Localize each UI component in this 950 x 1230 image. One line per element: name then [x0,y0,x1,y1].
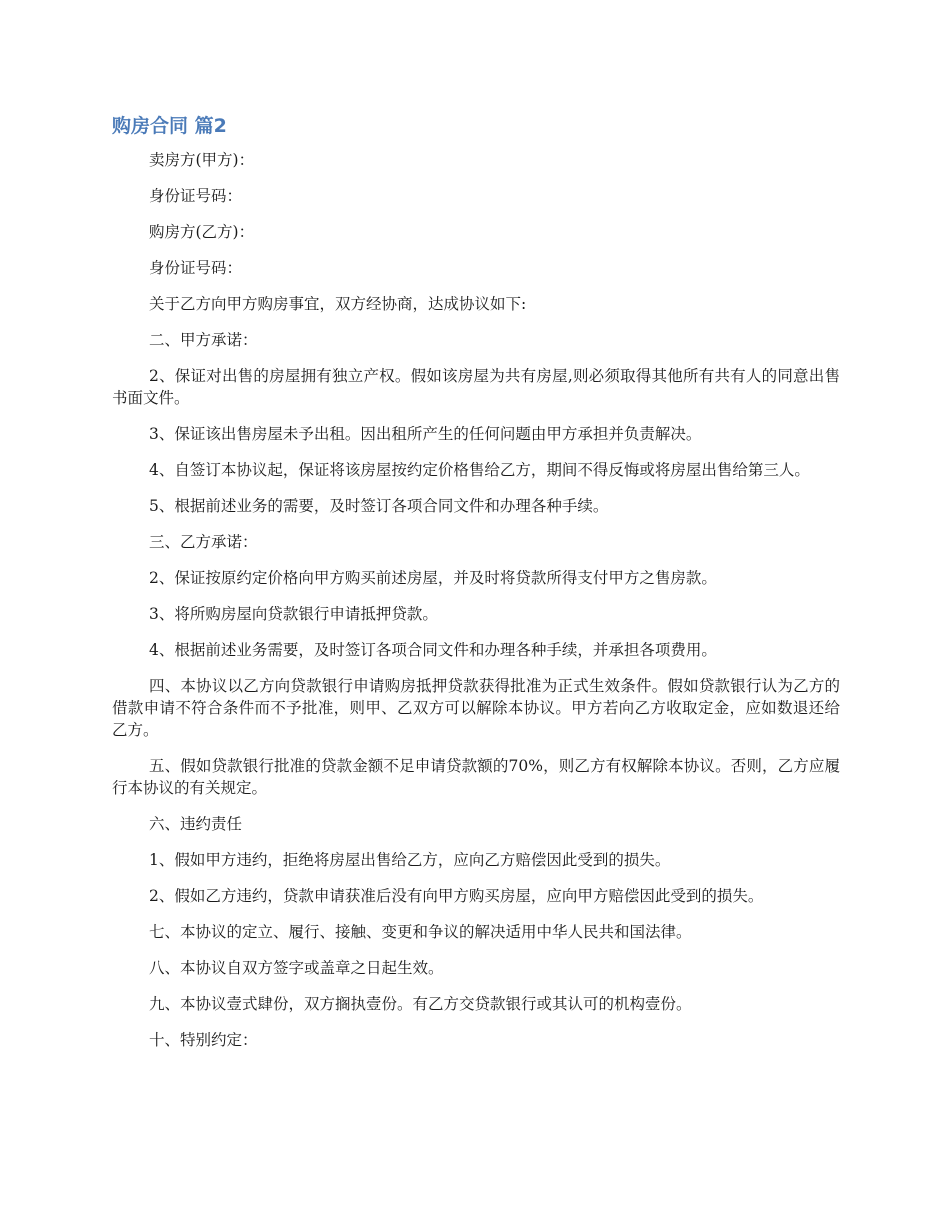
document-body [112,149,840,1065]
section-heading-party-b: 三、乙方承诺： [149,533,258,551]
section-heading-liability: 六、违约责任 [149,815,243,833]
section-heading-party-a: 二、甲方承诺： [149,331,258,349]
paragraph-buyer: 购房方(乙方)： [149,223,255,241]
section-heading-special: 十、特别约定： [149,1031,258,1049]
clause-paragraph: 3、将所购房屋向贷款银行申请抵押贷款。 [149,605,438,623]
section-paragraph: 七、本协议的定立、履行、接触、变更和争议的解决适用中华人民共和国法律。 [149,923,692,941]
clause-paragraph: 4、自签订本协议起，保证将该房屋按约定价格售给乙方，期间不得反悔或将房屋出售给第三人。 [149,461,810,479]
clause-paragraph: 2、假如乙方违约，贷款申请获准后没有向甲方购买房屋，应向甲方赔偿因此受到的损失。 [149,887,764,905]
clause-paragraph: 3、保证该出售房屋未予出租。因出租所产生的任何问题由甲方承担并负责解决。 [149,425,702,443]
section-paragraph: 九、本协议壹式肆份，双方搁执壹份。有乙方交贷款银行或其认可的机构壹份。 [149,995,692,1013]
paragraph-intro: 关于乙方向甲方购房事宜，双方经协商，达成协议如下: [149,295,527,313]
paragraph-buyer-id: 身份证号码： [149,259,243,277]
paragraph-seller: 卖房方(甲方)： [149,151,255,169]
clause-paragraph: 2、保证对出售的房屋拥有独立产权。假如该房屋为共有房屋,则必须取得其他所有共有人的同意出售书面文件。 [112,367,840,407]
section-paragraph: 八、本协议自双方签字或盖章之日起生效。 [149,959,444,977]
clause-paragraph: 5、根据前述业务的需要，及时签订各项合同文件和办理各种手续。 [149,497,609,515]
clause-paragraph: 1、假如甲方违约，拒绝将房屋出售给乙方，应向乙方赔偿因此受到的损失。 [149,851,671,869]
paragraph-seller-id: 身份证号码： [149,187,243,205]
clause-paragraph: 4、根据前述业务需要，及时签订各项合同文件和办理各种手续，并承担各项费用。 [149,641,717,659]
section-paragraph: 五、假如贷款银行批准的贷款金额不足申请贷款额的70%，则乙方有权解除本协议。否则，乙方应履行本协议的有关规定。 [112,757,840,797]
document-title: 购房合同 篇2 [112,115,227,137]
section-paragraph: 四、本协议以乙方向贷款银行申请购房抵押贷款获得批准为正式生效条件。假如贷款银行认为乙方的借款申请不符合条件而不予批准，则甲、乙双方可以解除本协议。甲方若向乙方收取定金，应如数退还给乙方。 [112,677,840,739]
clause-paragraph: 2、保证按原约定价格向甲方购买前述房屋，并及时将贷款所得支付甲方之售房款。 [149,569,717,587]
